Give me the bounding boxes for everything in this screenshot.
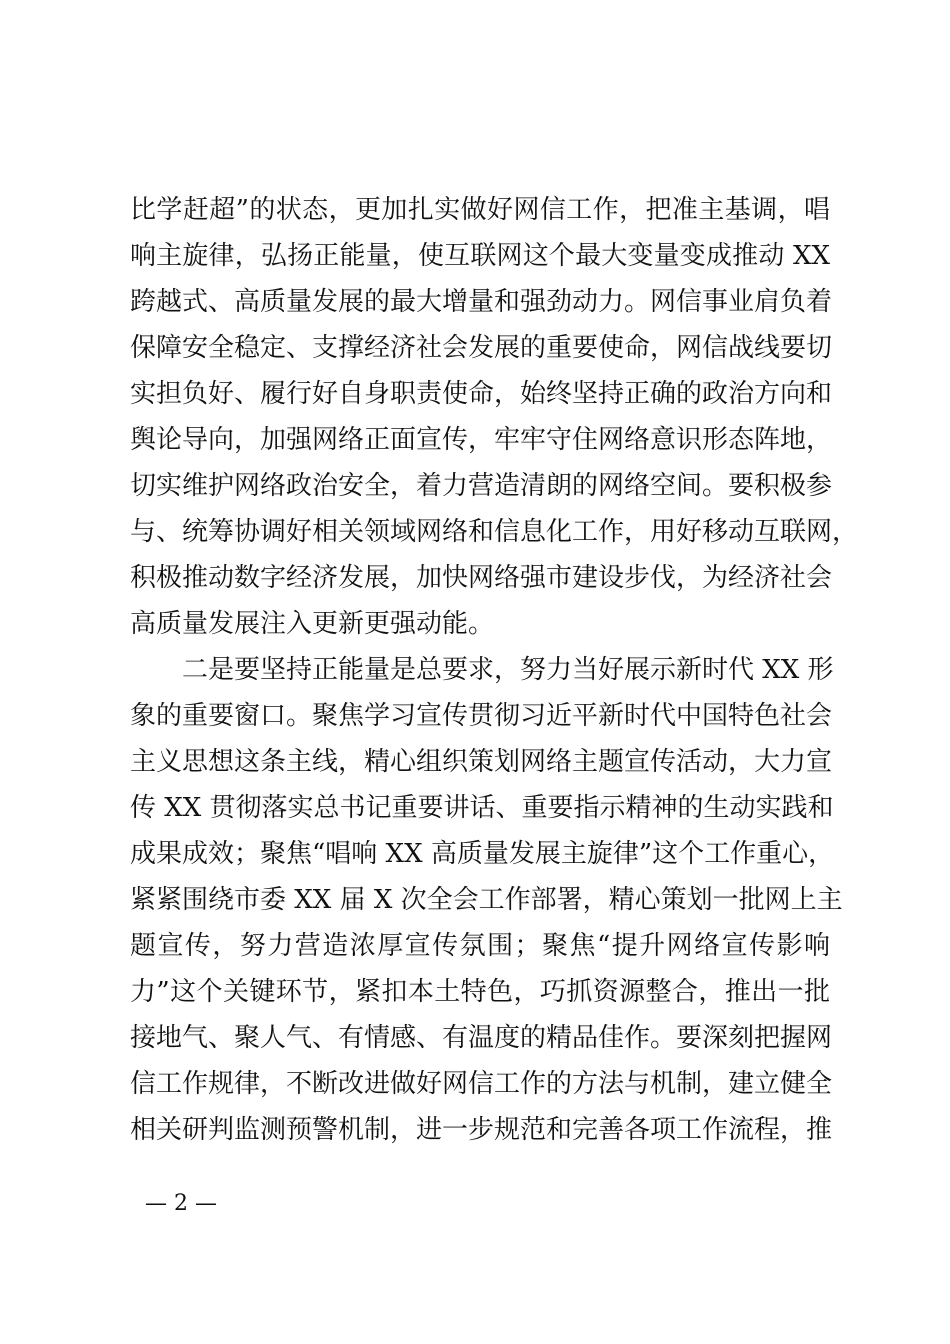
- text-line: 高质量发展注入更新更强动能。: [130, 609, 495, 639]
- text-line: 积极推动数字经济发展，加快网络强市建设步伐，为经济社会: [130, 563, 833, 593]
- text-line: 舆论导向，加强网络正面宣传，牢牢守住网络意识形态阵地，: [130, 425, 833, 455]
- text-line: 相关研判监测预警机制，进一步规范和完善各项工作流程，推: [130, 1115, 833, 1145]
- text-line: 题宣传，努力营造浓厚宣传氛围；聚焦“提升网络宣传影响: [130, 931, 830, 961]
- text-line: 实担负好、履行好自身职责使命，始终坚持正确的政治方向和: [130, 379, 833, 409]
- text-line: 二是要坚持正能量是总要求，努力当好展示新时代 XX 形: [182, 655, 834, 685]
- text-line: 力”这个关键环节，紧扣本土特色，巧抓资源整合，推出一批: [130, 977, 830, 1007]
- text-line: 传 XX 贯彻落实总书记重要讲话、重要指示精神的生动实践和: [130, 793, 834, 823]
- text-line: 切实维护网络政治安全，着力营造清朗的网络空间。要积极参: [130, 471, 833, 501]
- text-line: 接地气、聚人气、有情感、有温度的精品佳作。要深刻把握网: [130, 1023, 833, 1053]
- text-line: 主义思想这条主线，精心组织策划网络主题宣传活动，大力宣: [130, 747, 833, 777]
- text-line: 紧紧围绕市委 XX 届 X 次全会工作部署，精心策划一批网上主: [130, 885, 843, 915]
- text-line: 比学赶超”的状态，更加扎实做好网信工作，把准主基调，唱: [130, 195, 830, 225]
- text-line: 保障安全稳定、支撑经济社会发展的重要使命，网信战线要切: [130, 333, 833, 363]
- text-line: 跨越式、高质量发展的最大增量和强劲动力。网信事业肩负着: [130, 287, 833, 317]
- text-line: 与、统筹协调好相关领域网络和信息化工作，用好移动互联网，: [130, 517, 859, 547]
- text-line: 信工作规律，不断改进做好网信工作的方法与机制，建立健全: [130, 1069, 833, 1099]
- text-line: 象的重要窗口。聚焦学习宣传贯彻习近平新时代中国特色社会: [130, 701, 833, 731]
- page-number: — 2 —: [145, 1191, 217, 1216]
- text-line: 成果成效；聚焦“唱响 XX 高质量发展主旋律”这个工作重心，: [130, 839, 835, 869]
- text-line: 响主旋律，弘扬正能量，使互联网这个最大变量变成推动 XX: [130, 241, 830, 271]
